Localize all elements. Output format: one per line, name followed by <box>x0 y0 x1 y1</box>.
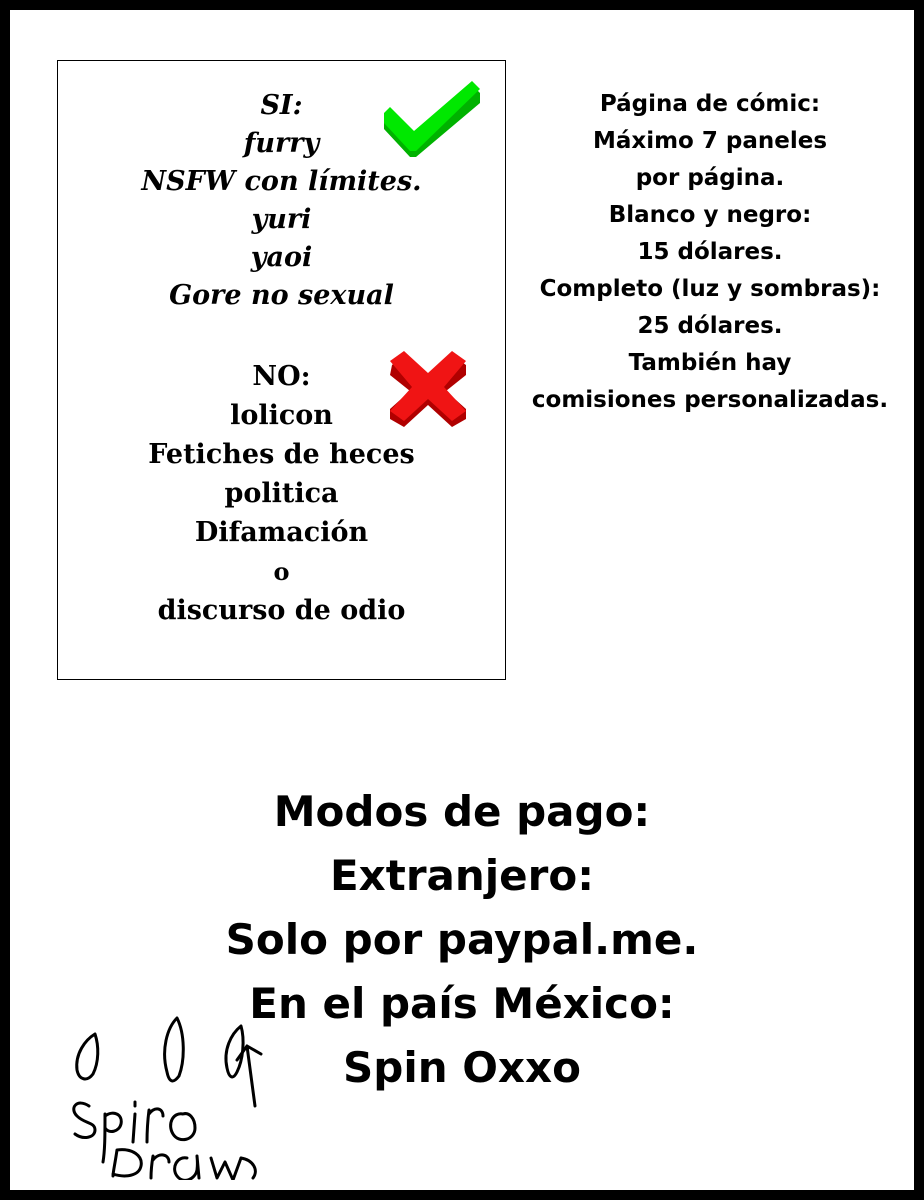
no-list <box>58 357 505 630</box>
no-item: politica <box>224 478 339 509</box>
terms-inner <box>58 61 505 679</box>
pricing-line: comisiones personalizadas. <box>531 387 889 413</box>
pricing-line: Completo (luz y sombras): <box>539 276 881 302</box>
payment-line: Solo por paypal.me. <box>225 915 699 964</box>
pricing-line: Blanco y negro: <box>608 202 812 228</box>
pricing-line: 25 dólares. <box>637 313 783 339</box>
no-item: Difamación <box>194 517 369 548</box>
terms-box <box>57 60 506 680</box>
yes-list <box>58 87 505 315</box>
no-item: Fetiches de heces <box>148 439 415 470</box>
payment-line: En el país México: <box>249 979 675 1028</box>
yes-heading: SI: <box>260 90 303 121</box>
yes-item: Gore no sexual <box>169 280 394 311</box>
yes-item: furry <box>243 128 320 159</box>
payment-line: Extranjero: <box>329 851 595 900</box>
artist-signature <box>55 1010 285 1180</box>
yes-item: NSFW con límites. <box>141 166 422 197</box>
pricing-block <box>510 86 910 419</box>
payment-line: Spin Oxxo <box>343 1043 581 1092</box>
payment-line: Modos de pago: <box>273 787 651 836</box>
no-item: o <box>273 557 290 586</box>
no-heading: NO: <box>252 361 311 392</box>
pricing-line: Máximo 7 paneles <box>592 128 828 154</box>
yes-item: yuri <box>251 204 312 235</box>
pricing-line: También hay <box>628 350 792 376</box>
poster-page <box>10 10 914 1190</box>
no-item: lolicon <box>230 400 333 431</box>
yes-item: yaoi <box>250 242 313 273</box>
pricing-line: 15 dólares. <box>637 239 783 265</box>
pricing-line: por página. <box>635 165 785 191</box>
no-item: discurso de odio <box>157 595 406 626</box>
pricing-line: Página de cómic: <box>599 91 821 117</box>
